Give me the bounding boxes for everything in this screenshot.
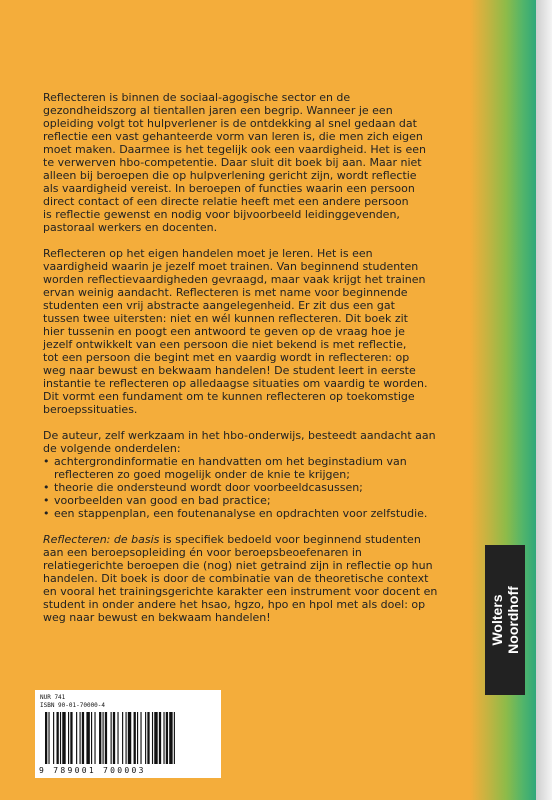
barcode-bar <box>137 712 138 764</box>
barcode-label <box>35 690 221 778</box>
list-item: • een stappenplan, een foutenanalyse en opdrachten voor zelfstudie. <box>43 507 463 520</box>
barcode-bar <box>122 712 123 764</box>
paragraph-closing <box>43 533 463 624</box>
line: relatiegerichte beroepen die (nog) niet getraind zijn in reflectie op hun <box>43 559 433 572</box>
barcode-bar <box>159 712 161 764</box>
line: De auteur, zelf werkzaam in het hbo-onderwijs, besteedt aandacht aan <box>43 429 436 442</box>
barcode-bar <box>62 712 65 764</box>
barcode-bar <box>57 712 59 764</box>
paragraph-intro <box>43 91 463 234</box>
line: de volgende onderdelen: <box>43 442 181 455</box>
barcode-bar <box>154 712 157 764</box>
line: Reflecteren op het eigen handelen moet je leren. Het is een <box>43 247 373 260</box>
barcode-bar <box>53 712 54 764</box>
barcode-bar <box>99 712 101 764</box>
barcode-bar <box>70 712 72 764</box>
blurb-text <box>43 91 463 637</box>
barcode-icon <box>45 712 213 764</box>
line: studenten een vrij abstracte aangelegenheid. Er zit dus een gat <box>43 299 395 312</box>
barcode-bar <box>80 712 81 764</box>
barcode-bar <box>134 712 136 764</box>
barcode-bar <box>145 712 146 764</box>
barcode-bar <box>68 712 69 764</box>
barcode-bar <box>117 712 118 764</box>
barcode-bar <box>82 712 84 764</box>
barcode-bar <box>60 712 61 764</box>
line: opleiding volgt tot hulpverlener is de ontdekking al snel gedaan dat <box>43 117 417 130</box>
barcode-bar <box>166 712 168 764</box>
line: gezondheidszorg al tientallen jaren een begrip. Wanneer je een <box>43 104 393 117</box>
barcode-bar <box>147 712 149 764</box>
barcode-bar <box>94 712 95 764</box>
line: reflectie een vast gehanteerde vorm van leren is, die men zich eigen <box>43 130 423 143</box>
paragraph-learning <box>43 247 463 416</box>
line: hier tussenin en poogt een antwoord te geven op de vraag hoe je <box>43 325 405 338</box>
barcode-bar <box>140 712 141 764</box>
line: weg naar bewust en bekwaam handelen! De student leert in eerste <box>43 364 416 377</box>
paragraph-author <box>43 429 463 455</box>
line: pastoraal werkers en docenten. <box>43 221 218 234</box>
barcode-bar <box>45 712 47 764</box>
list-item: • theorie die ondersteund wordt door voorbeeldcasussen; <box>43 481 463 494</box>
line: handelen. Dit boek is door de combinatie van de theoretische context <box>43 572 429 585</box>
line: is specifiek bedoeld voor beginnend studenten <box>159 533 421 546</box>
line: Dit vormt een fundament om te kunnen reflecteren op toekomstige <box>43 390 415 403</box>
line: aan een beroepsopleiding én voor beroepsbeoefenaren in <box>43 546 362 559</box>
line: moet maken. Daarmee is het tegelijk ook een vaardigheid. Het is een <box>43 143 426 156</box>
topic-list <box>43 455 463 520</box>
barcode-bar <box>91 712 92 764</box>
barcode-bar <box>152 712 153 764</box>
barcode-digits: 9 789001 700003 <box>39 766 146 775</box>
line: ervan weinig aandacht. Reflecteren is met name voor beginnende <box>43 286 408 299</box>
barcode-bar <box>169 712 172 764</box>
book-title: Reflecteren: de basis <box>43 533 160 546</box>
isbn-code: ISBN 90-01-70000-4 <box>40 702 106 709</box>
line: is reflectie gewenst en nodig voor bijvoorbeeld leidinggevenden, <box>43 208 400 221</box>
line: vaardigheid waarin je jezelf moet trainen. Van beginnend studenten <box>43 260 419 273</box>
page-edge <box>536 0 552 800</box>
publisher-name-line1: Wolters <box>489 594 505 646</box>
line: worden reflectievaardigheden gevraagd, maar vaak krijgt het trainen <box>43 273 426 286</box>
line: tot een persoon die begint met en vaardig wordt in reflecteren: op <box>43 351 410 364</box>
barcode-bar <box>113 712 115 764</box>
barcode-bar <box>48 712 49 764</box>
publisher-name-line2: Noordhoff <box>505 586 521 654</box>
line: instantie te reflecteren op alledaagse situaties om vaardig te worden. <box>43 377 428 390</box>
line: student in onder andere het hsao, hgzo, hpo en hpol met als doel: op <box>43 598 426 611</box>
barcode-bar <box>126 712 127 764</box>
line: weg naar bewust en bekwaam handelen! <box>43 611 271 624</box>
line: jezelf ontwikkelt van een persoon die niet bekend is met reflectie, <box>43 338 407 351</box>
barcode-bar <box>103 712 104 764</box>
line: alleen bij beroepen die op hulpverlening gericht zijn, wordt reflectie <box>43 169 417 182</box>
line: te verwerven hbo-competentie. Daar sluit dit boek bij aan. Maar niet <box>43 156 422 169</box>
list-item: • voorbeelden van good en bad practice; <box>43 494 463 507</box>
list-item: • achtergrondinformatie en handvatten om het beginstadium van reflecteren zo goed mogelijk onder de knie te krijgen; <box>43 455 463 481</box>
barcode-bar <box>111 712 112 764</box>
publisher-logo <box>485 545 525 695</box>
barcode-bar <box>105 712 107 764</box>
line: beroepssituaties. <box>43 403 138 416</box>
line: en vooral het trainingsgerichte karakter een instrument voor docent en <box>43 585 438 598</box>
nur-code: NUR 741 <box>40 694 66 701</box>
barcode-bar <box>86 712 89 764</box>
line: Reflecteren is binnen de sociaal-agogische sector en de <box>43 91 351 104</box>
line: tussen twee uitersten: niet en wél kunnen reflecteren. Dit boek zit <box>43 312 408 325</box>
line: direct contact of een directe relatie heeft met een andere persoon <box>43 195 409 208</box>
barcode-bar <box>163 712 164 764</box>
barcode-bar <box>76 712 77 764</box>
line: als vaardigheid vereist. In beroepen of functies waarin een persoon <box>43 182 415 195</box>
barcode-bar <box>174 712 175 764</box>
barcode-bar <box>128 712 131 764</box>
